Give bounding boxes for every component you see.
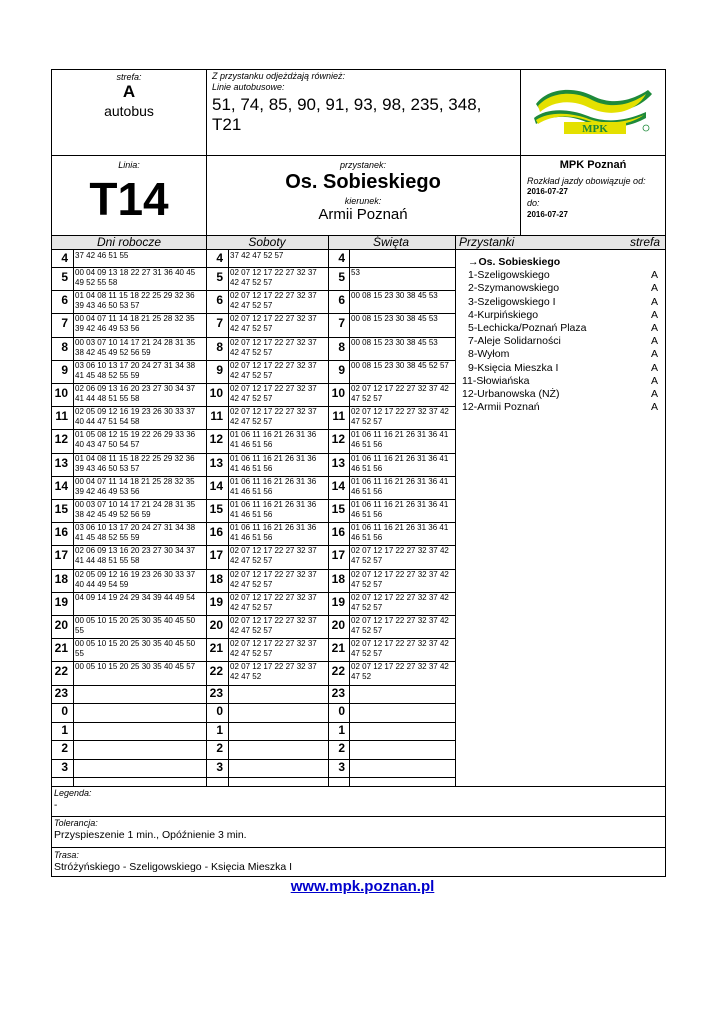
divider [51,816,666,817]
weekday-hour: 22 [54,664,68,679]
weekday-minutes: 01 04 08 11 15 18 22 25 29 32 36 39 43 46 50 53 57 [75,453,195,473]
saturday-hour: 3 [216,759,223,774]
divider [206,69,207,235]
legend-label: Legenda: [54,788,92,798]
saturday-hour: 8 [216,339,223,354]
holiday-minutes: 02 07 12 17 22 27 32 37 42 47 52 57 [351,569,449,589]
weekday-minutes: 00 03 07 10 14 17 21 24 28 31 35 38 42 45 49 52 56 59 [75,337,196,357]
weekday-minutes: 00 05 10 15 20 25 30 35 40 45 50 55 [75,639,196,659]
holiday-hour: 17 [331,548,345,563]
weekday-minutes: 01 04 08 11 15 18 22 25 29 32 36 39 43 46 50 53 57 [75,291,195,311]
weekday-minutes: 03 06 10 13 17 20 24 27 31 34 38 41 45 48 52 55 59 [75,523,196,543]
holiday-hour: 22 [331,664,345,679]
stop-item: 4-Kurpińskiego [468,308,539,321]
row-divider [51,759,455,760]
weekday-hour: 8 [61,339,68,354]
holiday-hour: 18 [331,571,345,586]
weekday-hour: 12 [54,432,68,447]
holiday-minutes: 53 [351,268,360,277]
holiday-minutes: 02 07 12 17 22 27 32 37 42 47 52 57 [351,592,449,612]
weekday-hour: 10 [54,386,68,400]
weekday-hour: 19 [54,594,68,609]
saturday-minutes: 02 07 12 17 22 27 32 37 42 47 52 57 [230,592,317,612]
divider [520,69,521,235]
holiday-minutes: 02 07 12 17 22 27 32 37 42 47 52 [351,662,449,682]
saturday-minutes: 01 06 11 16 21 26 31 36 41 46 51 56 [230,476,317,496]
bus-lines-2: T21 [212,115,242,134]
stop-name: Os. Sobieskiego [285,171,441,193]
row-divider [51,685,455,686]
saturday-minutes: 02 07 12 17 22 27 32 37 42 47 52 57 [230,268,317,287]
saturday-hour: 22 [209,664,223,679]
row-divider [51,722,455,723]
stop-zone: A [650,388,658,400]
saturday-minutes: 02 07 12 17 22 27 32 37 42 47 52 57 [230,569,317,589]
holiday-hour: 0 [338,704,345,719]
stop-item: 1-Szeligowskiego [468,269,550,282]
route-label: Trasa: [54,850,79,860]
stop-zone: A [650,348,658,361]
holiday-minutes: 02 07 12 17 22 27 32 37 42 47 52 57 [351,384,449,403]
weekday-minutes: 00 04 09 13 18 22 27 31 36 40 45 49 52 55 58 [75,268,196,287]
weekday-hour: 23 [54,685,68,700]
mpk-logo-text: MPK [582,123,608,135]
saturday-minutes: 02 07 12 17 22 27 32 37 42 47 52 57 [230,546,317,566]
operator-name: MPK Poznań [559,159,627,171]
weekday-hour: 5 [61,270,68,284]
saturday-hour: 11 [210,409,223,424]
stop-zone: A [650,269,658,282]
saturday-hour: 15 [209,502,223,516]
saturday-minutes: 02 07 12 17 22 27 32 37 42 47 52 57 [230,384,317,403]
saturday-minutes: 02 07 12 17 22 27 32 37 42 47 52 [230,662,317,682]
saturday-minutes: 02 07 12 17 22 27 32 37 42 47 52 57 [230,639,317,659]
zone-header: strefa [630,235,661,249]
valid-to-label: do: [527,198,540,208]
stop-zone: A [650,308,658,321]
holiday-hour: 21 [331,641,345,656]
stop-label: przystanek: [339,160,387,170]
current-stop: →Os. Sobieskiego [468,256,561,268]
bus-lines-label: Linie autobusowe: [212,82,285,92]
route-value: Stróżyńskiego - Szeligowskiego - Księcia Mieszka I [54,861,293,873]
weekday-header: Dni robocze [96,235,162,249]
stop-item: 3-Szeligowskiego I [468,295,556,308]
weekday-minutes: 00 03 07 10 14 17 21 24 28 31 35 38 42 45 49 52 56 59 [75,500,196,519]
direction-label: kierunek: [344,196,382,206]
saturday-hour: 13 [209,455,223,470]
holiday-hour: 4 [338,251,345,265]
holiday-minutes: 02 07 12 17 22 27 32 37 42 47 52 57 [351,639,449,659]
divider [51,235,666,236]
saturday-hour: 21 [209,641,223,656]
saturday-header: Soboty [248,235,286,249]
divider [455,235,456,786]
weekday-hour: 14 [54,478,68,493]
weekday-minutes: 02 06 09 13 16 20 23 27 30 34 37 41 44 48 51 55 58 [75,546,196,566]
holiday-hour: 12 [331,432,345,447]
valid-to: 2016-07-27 [527,210,568,219]
holiday-header: Święta [372,235,410,249]
saturday-hour: 20 [209,618,223,632]
holiday-hour: 9 [338,362,345,377]
weekday-hour: 21 [54,641,68,656]
weekday-hour: 0 [61,704,68,719]
line-number: T14 [89,173,169,225]
weekday-minutes: 02 06 09 13 16 20 23 27 30 34 37 41 44 48 51 55 58 [75,384,196,403]
saturday-hour: 5 [216,270,223,284]
holiday-minutes: 02 07 12 17 22 27 32 37 42 47 52 57 [351,616,449,635]
divider [349,249,350,786]
holiday-hour: 5 [338,270,345,284]
holiday-minutes: 00 08 15 23 30 38 45 52 57 [351,360,449,370]
stop-zone: A [650,335,658,348]
weekday-hour: 2 [61,741,68,756]
saturday-hour: 2 [216,741,223,756]
divider [73,249,74,786]
holiday-hour: 13 [331,455,345,470]
row-divider [51,740,455,741]
weekday-minutes: 00 05 10 15 20 25 30 35 40 45 50 55 [75,616,196,635]
stop-item: 12-Armii Poznań [462,401,540,414]
weekday-hour: 17 [54,548,68,563]
saturday-hour: 10 [209,386,223,400]
holiday-minutes: 02 07 12 17 22 27 32 37 42 47 52 57 [351,546,449,566]
holiday-hour: 15 [331,502,345,516]
holiday-hour: 23 [331,685,345,700]
divider [228,249,229,786]
saturday-hour: 7 [216,316,223,331]
divider [51,786,666,787]
weekday-minutes: 01 05 08 12 15 19 22 26 29 33 36 40 43 47 50 54 57 [75,430,196,450]
holiday-minutes: 01 06 11 16 21 26 31 36 41 46 51 56 [351,523,449,543]
holiday-minutes: 00 08 15 23 30 38 45 53 [351,314,438,324]
saturday-hour: 14 [209,478,223,493]
stop-item: 2-Szymanowskiego [468,282,560,295]
bus-lines: 51, 74, 85, 90, 91, 93, 98, 235, 348, [212,95,482,114]
saturday-hour: 9 [216,362,223,377]
holiday-hour: 6 [338,293,345,308]
direction-name: Armii Poznań [318,206,408,223]
weekday-minutes: 03 06 10 13 17 20 24 27 31 34 38 41 45 48 52 55 59 [75,360,196,380]
zone-value: A [122,82,136,101]
holiday-minutes: 01 06 11 16 21 26 31 36 41 46 51 56 [351,430,449,450]
weekday-hour: 3 [61,759,68,774]
saturday-hour: 16 [209,525,223,540]
legend-value: - [54,800,58,811]
stops-header: Przystanki [459,235,515,249]
weekday-minutes: 00 05 10 15 20 25 30 35 40 45 57 [75,662,196,672]
line-label: Linia: [118,160,140,170]
weekday-hour: 4 [61,251,68,265]
holiday-minutes: 01 06 11 16 21 26 31 36 41 46 51 56 [351,476,449,496]
weekday-hour: 11 [55,409,68,424]
weekday-hour: 18 [54,571,68,586]
weekday-minutes: 00 04 07 11 14 18 21 25 28 32 35 39 42 46 49 53 56 [75,314,195,334]
zone-type: autobus [104,103,154,119]
holiday-hour: 20 [331,618,345,632]
tolerance-label: Tolerancja: [54,818,98,828]
weekday-minutes: 00 04 07 11 14 18 21 25 28 32 35 39 42 46 49 53 56 [75,476,195,496]
stop-item: 5-Lechicka/Poznań Plaza [468,322,587,334]
stop-zone: A [650,322,658,334]
tolerance-value: Przyspieszenie 1 min., Opóźnienie 3 min. [54,829,247,841]
saturday-minutes: 02 07 12 17 22 27 32 37 42 47 52 57 [230,407,317,427]
saturday-hour: 12 [209,432,223,447]
saturday-minutes: 02 07 12 17 22 27 32 37 42 47 52 57 [230,337,317,357]
holiday-hour: 16 [331,525,345,540]
holiday-minutes: 01 06 11 16 21 26 31 36 41 46 51 56 [351,500,449,519]
saturday-hour: 0 [216,704,223,719]
also-departing-label: Z przystanku odjeżdżają również: [212,71,346,81]
holiday-minutes: 01 06 11 16 21 26 31 36 41 46 51 56 [351,453,449,473]
valid-from: 2016-07-27 [527,187,568,196]
saturday-minutes: 02 07 12 17 22 27 32 37 42 47 52 57 [230,314,317,334]
saturday-minutes: 02 07 12 17 22 27 32 37 42 47 52 57 [230,616,317,635]
saturday-hour: 18 [209,571,223,586]
stop-item: 11-Słowiańska [462,374,530,387]
weekday-minutes: 04 09 14 19 24 29 34 39 44 49 54 [75,592,196,602]
holiday-minutes: 00 08 15 23 30 38 45 53 [351,291,438,301]
saturday-hour: 17 [209,548,223,563]
weekday-hour: 20 [54,618,68,632]
holiday-hour: 1 [338,722,345,737]
weekday-hour: 7 [61,316,68,331]
stop-zone: A [650,374,658,387]
saturday-hour: 1 [216,722,223,737]
divider [51,249,666,250]
saturday-minutes: 01 06 11 16 21 26 31 36 41 46 51 56 [230,523,317,543]
stop-item: 7-Aleje Solidarności [468,335,561,348]
stop-zone: A [650,361,658,374]
holiday-hour: 19 [331,594,345,609]
weekday-minutes: 02 05 09 12 16 19 23 26 30 33 37 40 44 47 51 54 58 [75,407,196,427]
weekday-hour: 9 [61,362,68,377]
saturday-hour: 23 [209,685,223,700]
saturday-minutes: 01 06 11 16 21 26 31 36 41 46 51 56 [230,453,317,473]
weekday-hour: 1 [61,722,68,737]
row-divider [51,777,455,778]
holiday-hour: 11 [332,409,345,424]
valid-from-label: Rozkład jazdy obowiązuje od: [527,176,646,186]
weekday-hour: 6 [61,293,68,308]
divider [51,155,666,156]
holiday-minutes: 02 07 12 17 22 27 32 37 42 47 52 57 [351,407,449,427]
holiday-hour: 8 [338,339,345,354]
zone-label: strefa: [116,72,142,82]
weekday-minutes: 02 05 09 12 16 19 23 26 30 33 37 40 44 49 54 59 [75,569,196,589]
holiday-hour: 10 [331,386,345,400]
saturday-hour: 19 [209,594,223,609]
saturday-minutes: 01 06 11 16 21 26 31 36 41 46 51 56 [230,430,317,450]
saturday-minutes: 01 06 11 16 21 26 31 36 41 46 51 56 [230,500,317,519]
website-link[interactable]: www.mpk.poznan.pl [290,878,435,895]
holiday-minutes: 00 08 15 23 30 38 45 53 [351,337,438,347]
stop-item: 8-Wyłom [468,348,510,361]
saturday-hour: 4 [216,251,223,265]
divider [51,847,666,848]
stop-item: 12-Urbanowska (NŻ) [462,388,560,400]
holiday-hour: 7 [338,316,345,331]
row-divider [51,703,455,704]
stop-zone: A [650,401,658,414]
saturday-minutes: 02 07 12 17 22 27 32 37 42 47 52 57 [230,291,317,311]
saturday-hour: 6 [216,293,223,308]
weekday-hour: 13 [54,455,68,470]
saturday-minutes: 02 07 12 17 22 27 32 37 42 47 52 57 [230,360,317,380]
stop-zone: A [650,295,658,308]
holiday-hour: 3 [338,759,345,774]
weekday-hour: 15 [54,502,68,516]
stop-zone: A [650,282,658,295]
weekday-minutes: 37 42 46 51 55 [75,251,129,260]
weekday-hour: 16 [54,525,68,540]
mpk-logo [528,78,658,142]
holiday-hour: 2 [338,741,345,756]
holiday-hour: 14 [331,478,345,493]
stop-item: 9-Księcia Mieszka I [468,361,559,374]
saturday-minutes: 37 42 47 52 57 [230,251,284,260]
